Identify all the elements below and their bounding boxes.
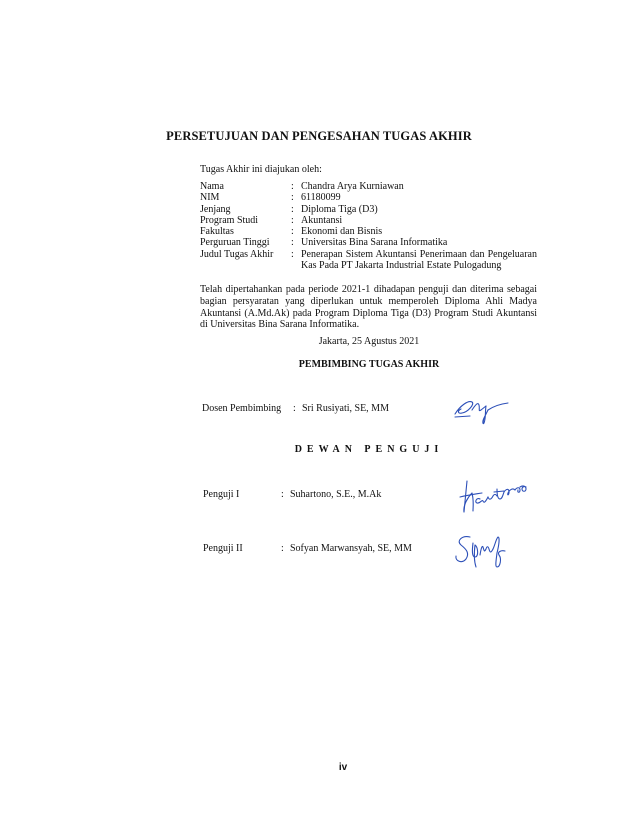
pembimbing-colon: : bbox=[293, 403, 296, 414]
info-colon: : bbox=[291, 214, 294, 226]
info-colon: : bbox=[291, 237, 294, 249]
info-value: Akuntansi bbox=[301, 214, 343, 226]
penguji-1-colon: : bbox=[281, 489, 284, 500]
penguji-heading: DEWAN PENGUJI bbox=[294, 444, 444, 455]
info-value: Penerapan Sistem Akuntansi Penerimaan dan Pengeluaran Kas Pada PT Jakarta Industrial Estate Pulogadung bbox=[301, 248, 537, 272]
pembimbing-heading: PEMBIMBING TUGAS AKHIR bbox=[298, 359, 440, 370]
info-value: Chandra Arya Kurniawan bbox=[301, 181, 404, 192]
penguji-1-signature bbox=[458, 475, 530, 515]
info-label: Program Studi bbox=[200, 214, 259, 226]
info-value: Ekonomi dan Bisnis bbox=[301, 226, 383, 238]
pembimbing-name: Sri Rusiyati, SE, MM bbox=[302, 403, 389, 414]
info-value: 61180099 bbox=[301, 192, 341, 204]
info-label: NIM bbox=[200, 192, 220, 204]
info-colon: : bbox=[291, 248, 294, 260]
info-row-program-studi bbox=[200, 215, 537, 226]
info-label: Jenjang bbox=[200, 203, 231, 215]
info-row-perguruan-tinggi bbox=[200, 237, 537, 248]
info-row-fakultas bbox=[200, 226, 537, 237]
penguji-2-colon: : bbox=[281, 543, 284, 554]
info-row-nama bbox=[200, 181, 537, 192]
info-colon: : bbox=[291, 203, 294, 215]
info-label: Fakultas bbox=[200, 226, 234, 238]
info-colon: : bbox=[291, 181, 294, 192]
info-row-judul bbox=[200, 249, 537, 272]
info-row-nim bbox=[200, 192, 537, 203]
penguji-1-role: Penguji I bbox=[203, 489, 240, 500]
info-row-jenjang bbox=[200, 204, 537, 215]
info-value: Diploma Tiga (D3) bbox=[301, 203, 378, 215]
info-colon: : bbox=[291, 226, 294, 238]
intro-text: Tugas Akhir ini diajukan oleh: bbox=[200, 164, 322, 175]
pembimbing-role: Dosen Pembimbing bbox=[202, 403, 282, 414]
pembimbing-signature bbox=[452, 392, 510, 426]
student-info-table bbox=[200, 181, 537, 271]
info-value: Universitas Bina Sarana Informatika bbox=[301, 237, 448, 249]
info-label: Nama bbox=[200, 181, 224, 192]
info-colon: : bbox=[291, 192, 294, 204]
penguji-1-name: Suhartono, S.E., M.Ak bbox=[290, 489, 382, 500]
page-number: iv bbox=[338, 762, 348, 773]
approval-date: Jakarta, 25 Agustus 2021 bbox=[318, 336, 420, 347]
penguji-2-name: Sofyan Marwansyah, SE, MM bbox=[290, 543, 412, 554]
info-label: Judul Tugas Akhir bbox=[200, 248, 274, 260]
page-title: PERSETUJUAN DAN PENGESAHAN TUGAS AKHIR bbox=[166, 129, 472, 143]
penguji-2-signature bbox=[452, 531, 514, 571]
info-label: Perguruan Tinggi bbox=[200, 237, 270, 249]
approval-paragraph: Telah dipertahankan pada periode 2021-1 dihadapan penguji dan diterima sebagai bagian persyaratan yang diperlukan untuk memperoleh Diploma Ahli Madya Akuntansi (A.Md.Ak) pada Program Diploma Tiga (D3) Program Studi Akuntansi di Universitas Bina Sarana Informatika. bbox=[200, 284, 537, 331]
penguji-2-role: Penguji II bbox=[203, 543, 243, 554]
